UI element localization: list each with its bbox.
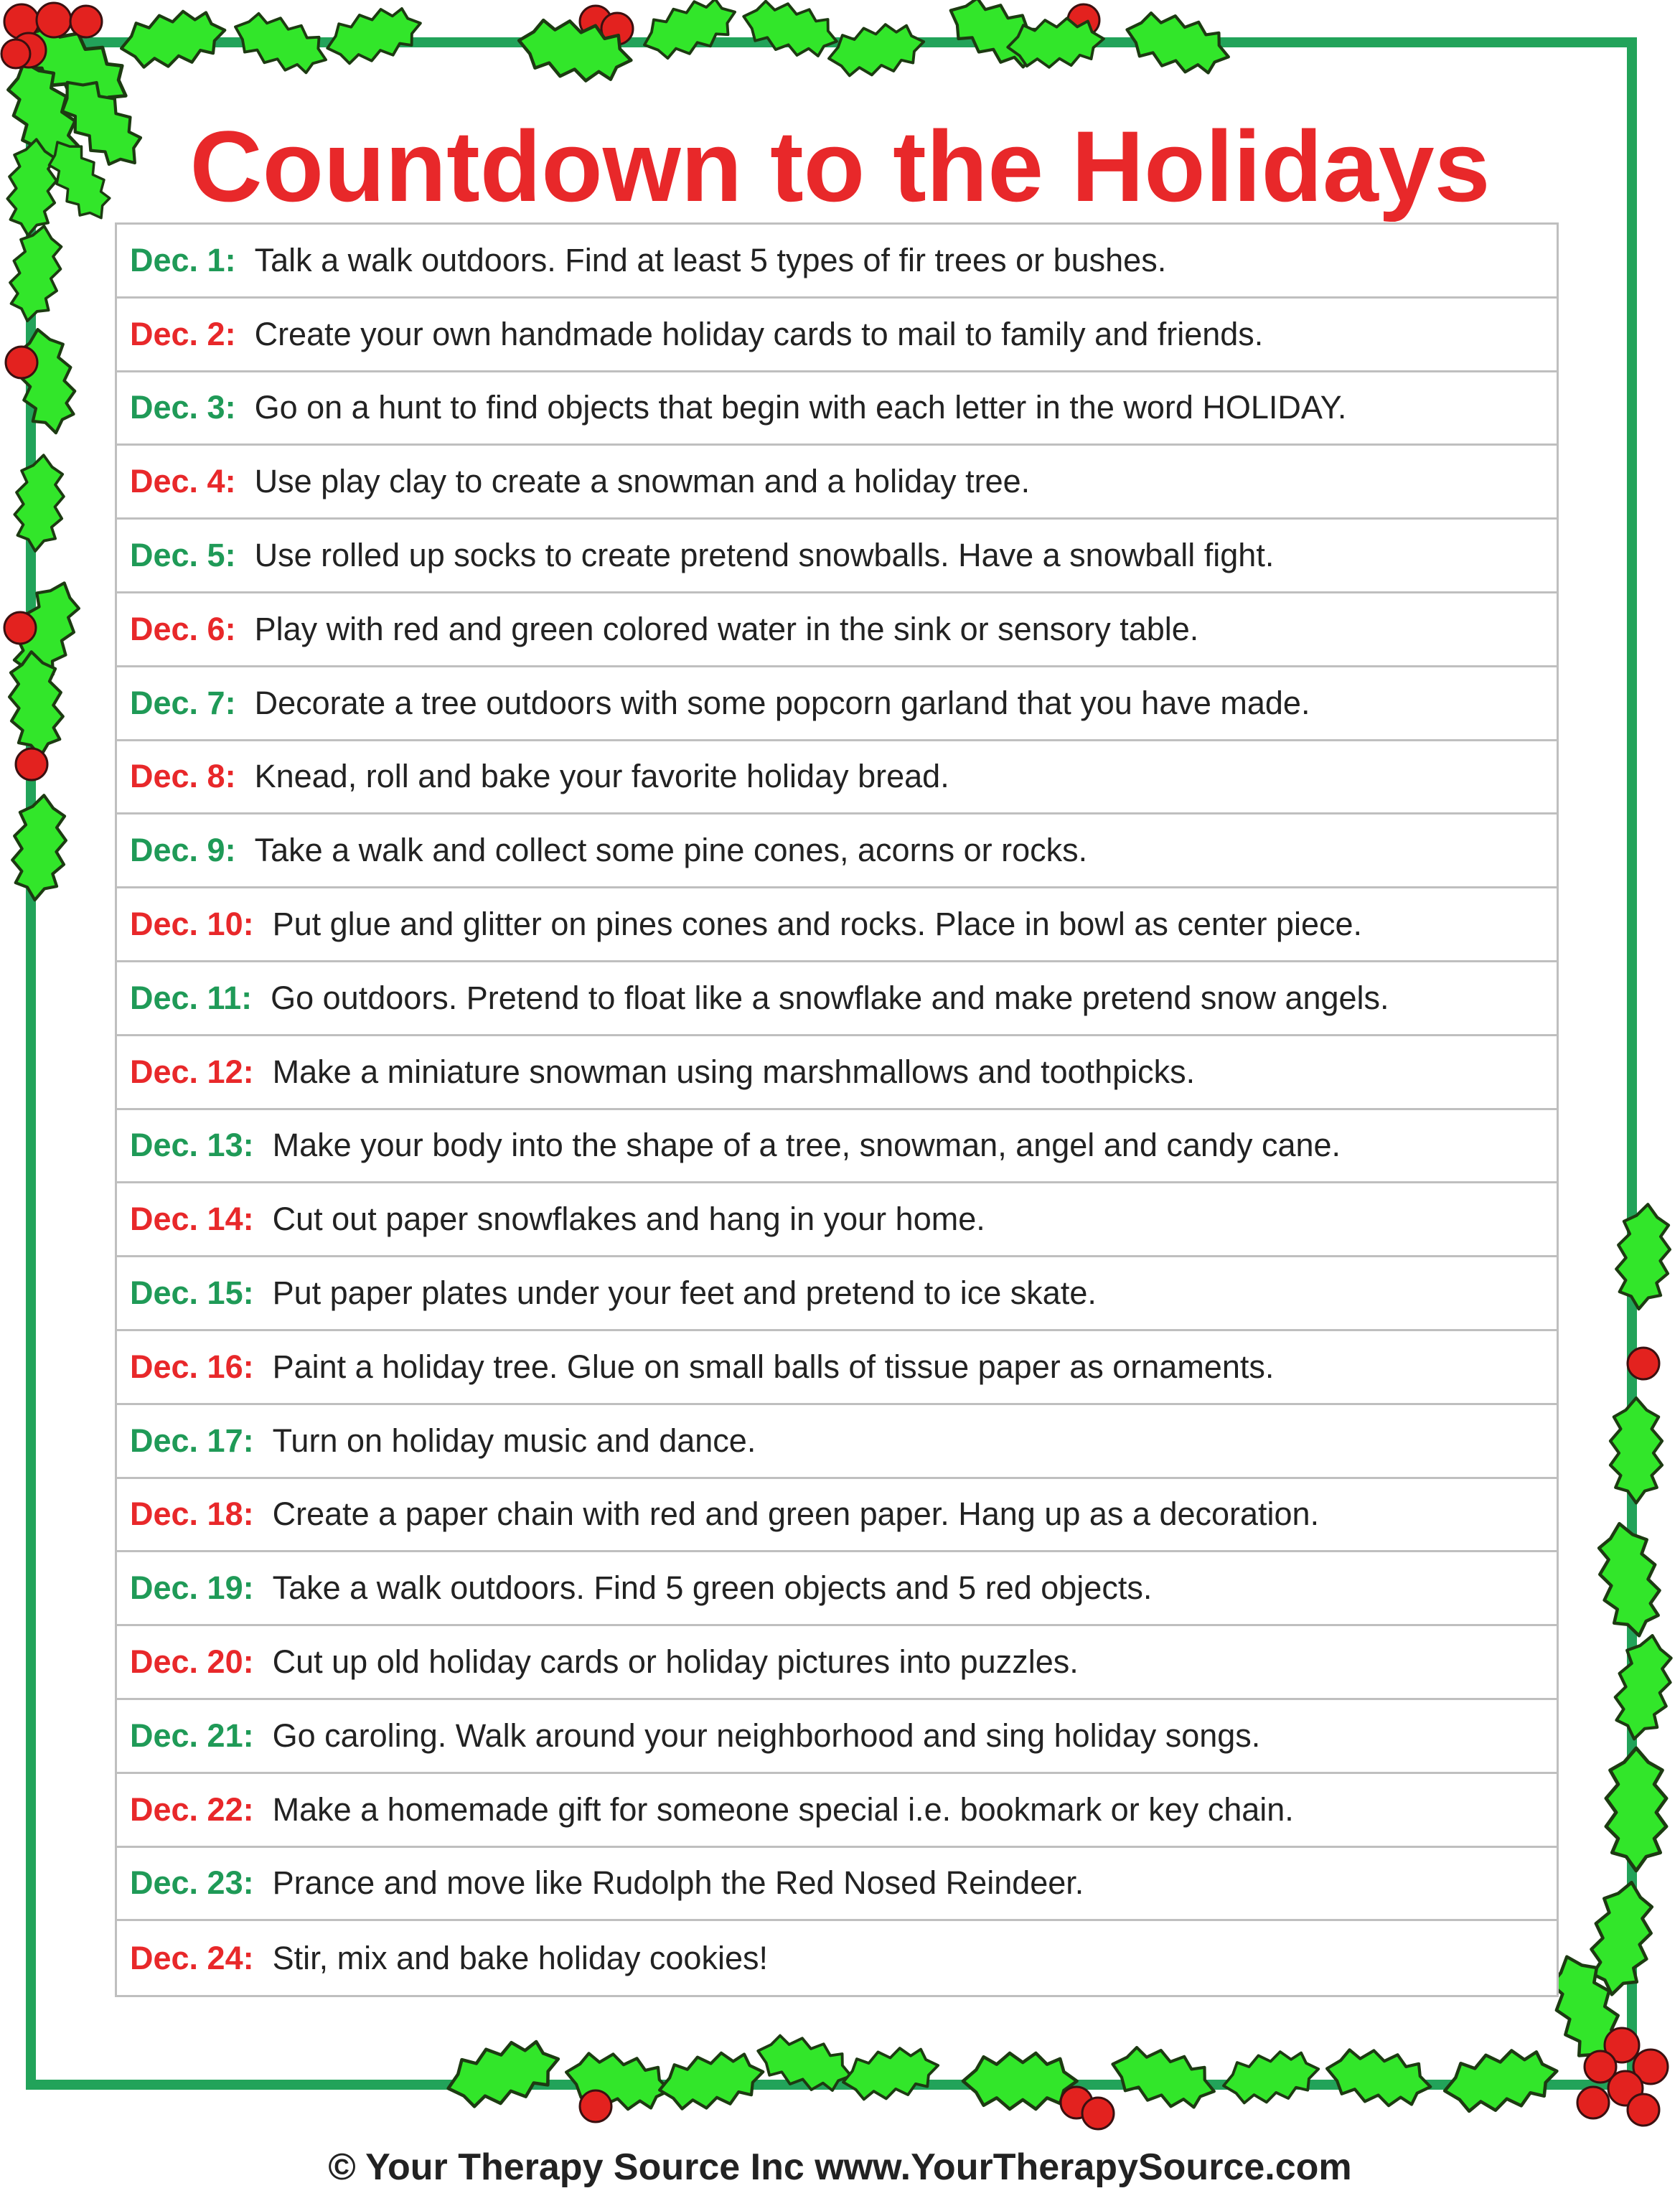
list-item <box>117 962 1557 1036</box>
list-item <box>117 1848 1557 1922</box>
holly-leaf-icon <box>1120 5 1235 82</box>
holly-leaf-icon <box>1606 1748 1666 1871</box>
activity-text: Make a homemade gift for someone special i.e. bookmark or key chain. <box>272 1790 1294 1828</box>
day-label: Dec. 18: <box>130 1496 254 1533</box>
activity-text: Create your own handmade holiday cards to mail to family and friends. <box>254 315 1264 352</box>
list-item <box>117 1110 1557 1184</box>
list-item <box>117 1626 1557 1700</box>
holly-leaf-icon <box>562 2047 675 2116</box>
holly-leaf-icon <box>117 5 230 74</box>
holly-leaf-icon <box>441 2032 566 2115</box>
list-item <box>117 520 1557 593</box>
activity-text: Put glue and glitter on pines cones and rocks. Place in bowl as center piece. <box>272 906 1363 943</box>
holly-berry-icon <box>70 6 102 37</box>
list-item <box>117 1183 1557 1257</box>
footer-copyright: © Your Therapy Source Inc www.YourTherapySource.com <box>328 2146 1352 2188</box>
holly-leaf-icon <box>1609 1631 1678 1744</box>
day-label: Dec. 21: <box>130 1717 254 1754</box>
list-item <box>117 446 1557 520</box>
list-item <box>117 1774 1557 1848</box>
list-item <box>117 1700 1557 1774</box>
activity-text: Go caroling. Walk around your neighborhood and sing holiday songs. <box>272 1717 1261 1754</box>
holly-leaf-icon <box>4 222 67 325</box>
day-label: Dec. 8: <box>130 758 236 795</box>
list-item <box>117 1405 1557 1479</box>
holly-leaf-icon <box>738 0 843 65</box>
day-label: Dec. 13: <box>130 1127 254 1164</box>
holly-leaf-icon <box>1323 2043 1435 2112</box>
list-item <box>117 1552 1557 1626</box>
activity-text: Create a paper chain with red and green paper. Hang up as a decoration. <box>272 1496 1320 1533</box>
holly-berry-icon <box>16 748 47 780</box>
list-item <box>117 593 1557 667</box>
activity-text: Go on a hunt to find objects that begin with each letter in the word HOLIDAY. <box>254 389 1347 426</box>
activity-text: Take a walk and collect some pine cones, acorns or rocks. <box>254 832 1088 869</box>
day-label: Dec. 20: <box>130 1643 254 1681</box>
activity-text: Knead, roll and bake your favorite holiday bread. <box>254 758 949 795</box>
activity-text: Take a walk outdoors. Find 5 green objects and 5 red objects. <box>272 1569 1153 1607</box>
holly-leaf-icon <box>227 4 334 82</box>
holly-leaf-icon <box>825 19 928 82</box>
list-item <box>117 299 1557 372</box>
activity-text: Put paper plates under your feet and pretend to ice skate. <box>272 1275 1097 1312</box>
day-label: Dec. 3: <box>130 389 236 426</box>
holly-berry-icon <box>37 3 71 37</box>
holly-leaf-icon <box>11 453 67 553</box>
day-label: Dec. 17: <box>130 1422 254 1459</box>
activity-text: Cut up old holiday cards or holiday pictures into puzzles. <box>272 1643 1079 1681</box>
holly-berry-icon <box>1577 2087 1609 2118</box>
day-label: Dec. 19: <box>130 1569 254 1607</box>
holly-berry-icon <box>1628 1348 1659 1379</box>
day-label: Dec. 22: <box>130 1790 254 1828</box>
activity-text: Prance and move like Rudolph the Red Nosed Reindeer. <box>272 1864 1084 1902</box>
holly-leaf-icon <box>839 2042 942 2106</box>
day-label: Dec. 14: <box>130 1201 254 1238</box>
day-label: Dec. 6: <box>130 610 236 647</box>
day-label: Dec. 4: <box>130 463 236 500</box>
holly-berry-icon <box>1082 2098 1114 2129</box>
list-item <box>117 1479 1557 1553</box>
day-label: Dec. 9: <box>130 832 236 869</box>
countdown-list <box>115 222 1559 1997</box>
holly-leaf-icon <box>1106 2039 1221 2116</box>
day-label: Dec. 24: <box>130 1939 254 1976</box>
day-label: Dec. 16: <box>130 1348 254 1385</box>
list-item <box>117 1921 1557 1995</box>
page-title: Countdown to the Holidays <box>189 110 1491 222</box>
activity-text: Decorate a tree outdoors with some popcorn garland that you have made. <box>254 684 1310 721</box>
day-label: Dec. 2: <box>130 315 236 352</box>
activity-text: Cut out paper snowflakes and hang in your home. <box>272 1201 985 1238</box>
activity-text: Stir, mix and bake holiday cookies! <box>272 1939 768 1976</box>
holly-leaf-icon <box>752 2028 858 2098</box>
activity-text: Play with red and green colored water in the sink or sensory table. <box>254 610 1199 647</box>
holly-leaf-icon <box>637 0 743 67</box>
activity-text: Make a miniature snowman using marshmallows and toothpicks. <box>272 1053 1196 1090</box>
holly-leaf-icon <box>1440 2044 1562 2118</box>
holly-leaf-icon <box>9 793 70 902</box>
list-item <box>117 1257 1557 1331</box>
day-label: Dec. 12: <box>130 1053 254 1090</box>
holly-berry-icon <box>4 612 36 644</box>
list-item <box>117 741 1557 815</box>
list-item <box>117 667 1557 741</box>
activity-text: Use rolled up socks to create pretend snowballs. Have a snowball fight. <box>254 537 1275 574</box>
holly-leaf-icon <box>12 325 81 438</box>
activity-text: Turn on holiday music and dance. <box>272 1422 756 1459</box>
activity-text: Go outdoors. Pretend to float like a snowflake and make pretend snow angels. <box>271 979 1389 1016</box>
day-label: Dec. 23: <box>130 1864 254 1902</box>
holly-berry-icon <box>6 347 37 378</box>
holly-leaf-icon <box>6 649 66 759</box>
holly-leaf-icon <box>1610 1398 1662 1503</box>
holly-berry-icon <box>1585 2051 1616 2083</box>
activity-text: Make your body into the shape of a tree, snowman, angel and candy cane. <box>272 1127 1341 1164</box>
list-item <box>117 1331 1557 1405</box>
day-label: Dec. 11: <box>130 979 253 1016</box>
holly-leaf-icon <box>655 2047 768 2116</box>
day-label: Dec. 5: <box>130 537 236 574</box>
activity-text: Paint a holiday tree. Glue on small balls of tissue paper as ornaments. <box>272 1348 1275 1385</box>
list-item <box>117 1036 1557 1110</box>
day-label: Dec. 1: <box>130 241 236 278</box>
holly-leaf-icon <box>322 0 427 70</box>
list-item <box>117 888 1557 962</box>
holly-berry-icon <box>1628 2094 1659 2126</box>
holly-leaf-icon <box>1613 1202 1674 1311</box>
holly-leaf-icon <box>1219 2046 1323 2109</box>
day-label: Dec. 7: <box>130 684 236 721</box>
activity-text: Talk a walk outdoors. Find at least 5 types of fir trees or bushes. <box>254 241 1167 278</box>
holly-berry-icon <box>1 39 30 68</box>
day-label: Dec. 15: <box>130 1275 254 1312</box>
holly-berry-icon <box>580 2090 611 2122</box>
list-item <box>117 225 1557 299</box>
activity-text: Use play clay to create a snowman and a holiday tree. <box>254 463 1031 500</box>
holly-leaf-icon <box>1592 1518 1666 1640</box>
day-label: Dec. 10: <box>130 906 254 943</box>
list-item <box>117 815 1557 888</box>
list-item <box>117 372 1557 446</box>
